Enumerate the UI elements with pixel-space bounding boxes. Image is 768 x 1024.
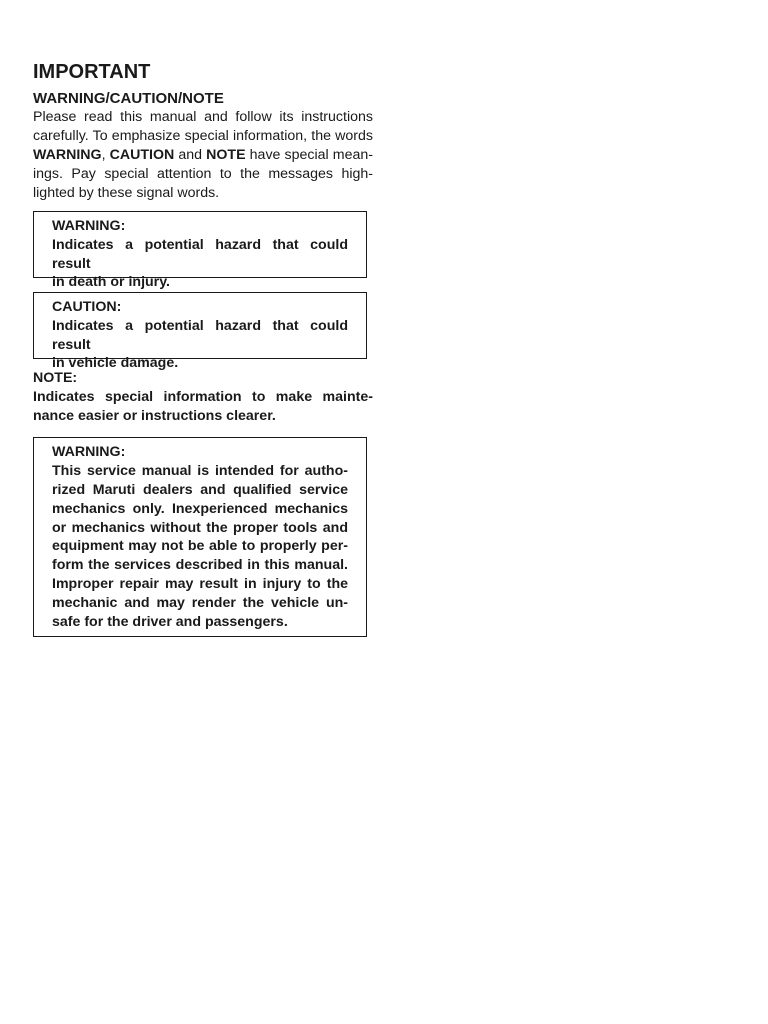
conjunction: and (174, 147, 207, 163)
intro-line: Please read this manual and follow its instructions (33, 109, 373, 125)
keyword-note: NOTE (206, 147, 246, 163)
intro-paragraph (33, 108, 373, 203)
service-warning-line: form the services described in this manual. (52, 557, 348, 574)
keyword-warning: WARNING (33, 147, 102, 163)
note-text-line: Indicates special information to make mainte- (33, 388, 373, 405)
intro-line: lighted by these signal words. (33, 185, 220, 201)
caution-text-line: in vehicle damage. (52, 355, 179, 372)
warning-label: WARNING: (52, 218, 126, 234)
caution-text-line: Indicates a potential hazard that could result (52, 317, 348, 353)
manual-page (33, 60, 373, 637)
page-title: IMPORTANT (33, 61, 151, 83)
service-warning-line: This service manual is intended for autho- (52, 463, 348, 480)
service-warning-line: safe for the driver and passengers. (52, 613, 288, 630)
service-warning-line: equipment may not be able to properly per- (52, 538, 348, 555)
intro-line: carefully. To emphasize special information, the words (33, 128, 373, 144)
note-label: NOTE: (33, 370, 78, 386)
service-warning-line: mechanics only. Inexperienced mechanics (52, 500, 348, 517)
caution-box (33, 292, 367, 372)
service-warning-label: WARNING: (52, 444, 126, 461)
warning-box (33, 211, 367, 291)
service-warning-line: Improper repair may result in injury to the (52, 575, 348, 592)
keyword-caution: CAUTION (109, 147, 175, 163)
intro-line: ings. Pay special attention to the messages high- (33, 166, 373, 182)
separator: , (101, 147, 110, 163)
section-subtitle: WARNING/CAUTION/NOTE (33, 90, 224, 107)
intro-line-rest: have special mean- (245, 147, 373, 163)
service-warning-line: rized Maruti dealers and qualified service (52, 481, 348, 498)
intro-line (33, 146, 373, 165)
warning-text-line: Indicates a potential hazard that could result (52, 236, 348, 272)
caution-label: CAUTION: (52, 299, 122, 315)
service-warning-line: mechanic and may render the vehicle un- (52, 594, 348, 611)
service-warning-line: or mechanics without the proper tools and (52, 519, 348, 536)
warning-text-line: in death or injury. (52, 274, 170, 291)
note-text-line: nance easier or instructions clearer. (33, 407, 276, 424)
service-warning-box (33, 437, 367, 637)
note-block (33, 369, 373, 425)
